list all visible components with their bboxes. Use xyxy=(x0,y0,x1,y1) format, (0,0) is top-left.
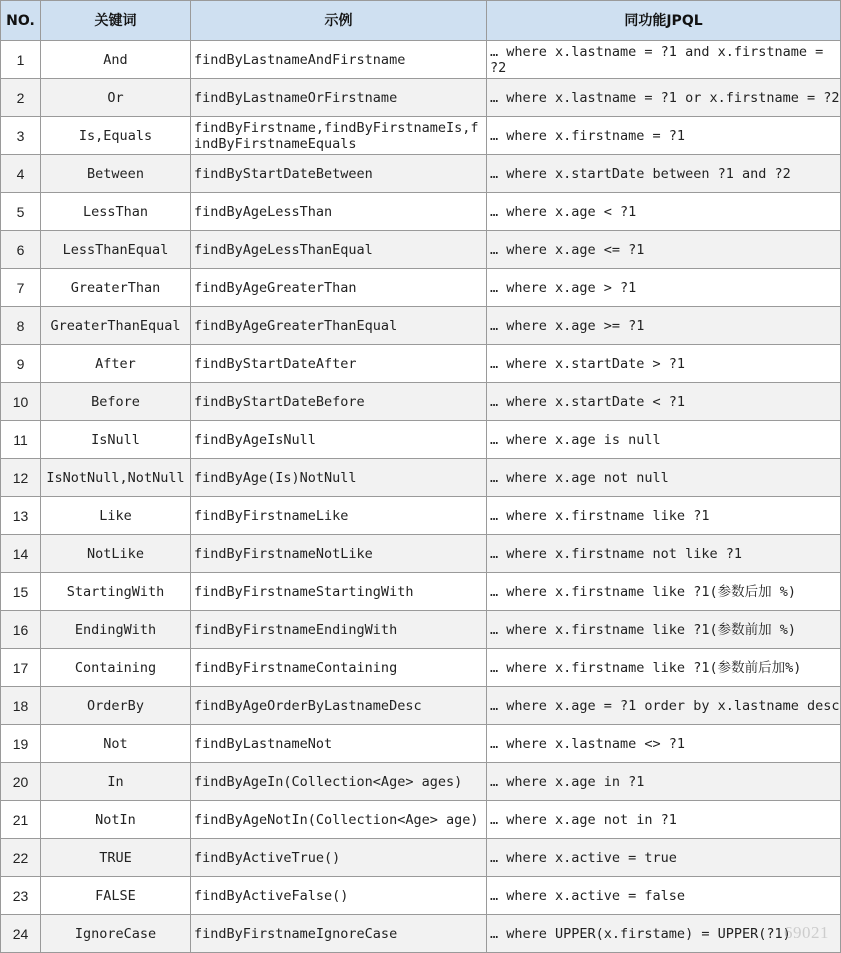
cell-no: 8 xyxy=(1,307,41,345)
cell-example: findByAgeNotIn(Collection<Age> age) xyxy=(191,801,487,839)
cell-jpql: … where x.firstname = ?1 xyxy=(487,117,841,155)
header-row xyxy=(1,1,841,41)
cell-jpql: … where x.age not null xyxy=(487,459,841,497)
cell-no: 22 xyxy=(1,839,41,877)
table-row xyxy=(1,611,841,649)
cell-jpql: … where x.age >= ?1 xyxy=(487,307,841,345)
cell-example: findByFirstnameNotLike xyxy=(191,535,487,573)
cell-keyword: Or xyxy=(41,79,191,117)
cell-keyword: Before xyxy=(41,383,191,421)
cell-example: findByStartDateAfter xyxy=(191,345,487,383)
cell-no: 23 xyxy=(1,877,41,915)
cell-example: findByAgeGreaterThanEqual xyxy=(191,307,487,345)
cell-example: findByAgeLessThan xyxy=(191,193,487,231)
cell-no: 14 xyxy=(1,535,41,573)
header-jpql: 同功能JPQL xyxy=(487,1,841,41)
cell-jpql: … where x.startDate between ?1 and ?2 xyxy=(487,155,841,193)
table-row xyxy=(1,687,841,725)
cell-example: findByFirstname,findByFirstnameIs,findByFirstnameEquals xyxy=(191,117,487,155)
table-row xyxy=(1,155,841,193)
cell-keyword: StartingWith xyxy=(41,573,191,611)
cell-jpql: … where x.lastname = ?1 or x.firstname = ?2 xyxy=(487,79,841,117)
cell-keyword: Like xyxy=(41,497,191,535)
cell-example: findByFirstnameEndingWith xyxy=(191,611,487,649)
cell-jpql: … where x.active = true xyxy=(487,839,841,877)
cell-jpql: … where x.firstname like ?1(参数前后加%) xyxy=(487,649,841,687)
cell-no: 7 xyxy=(1,269,41,307)
table-row xyxy=(1,421,841,459)
cell-no: 15 xyxy=(1,573,41,611)
cell-keyword: NotIn xyxy=(41,801,191,839)
cell-jpql: … where x.lastname <> ?1 xyxy=(487,725,841,763)
cell-example: findByAgeOrderByLastnameDesc xyxy=(191,687,487,725)
table-row xyxy=(1,649,841,687)
cell-example: findByActiveTrue() xyxy=(191,839,487,877)
table-row xyxy=(1,763,841,801)
cell-keyword: FALSE xyxy=(41,877,191,915)
header-no: NO. xyxy=(1,1,41,41)
cell-keyword: IsNotNull,NotNull xyxy=(41,459,191,497)
cell-no: 17 xyxy=(1,649,41,687)
cell-no: 24 xyxy=(1,915,41,953)
cell-no: 21 xyxy=(1,801,41,839)
cell-example: findByFirstnameContaining xyxy=(191,649,487,687)
cell-no: 2 xyxy=(1,79,41,117)
cell-example: findByActiveFalse() xyxy=(191,877,487,915)
table-row xyxy=(1,117,841,155)
table-row xyxy=(1,535,841,573)
cell-jpql: … where x.lastname = ?1 and x.firstname = ?2 xyxy=(487,41,841,79)
cell-example: findByAgeIsNull xyxy=(191,421,487,459)
cell-example: findByAge(Is)NotNull xyxy=(191,459,487,497)
cell-example: findByAgeGreaterThan xyxy=(191,269,487,307)
table-row xyxy=(1,79,841,117)
cell-keyword: LessThanEqual xyxy=(41,231,191,269)
cell-keyword: LessThan xyxy=(41,193,191,231)
cell-example: findByLastnameAndFirstname xyxy=(191,41,487,79)
cell-keyword: TRUE xyxy=(41,839,191,877)
cell-no: 18 xyxy=(1,687,41,725)
cell-keyword: Between xyxy=(41,155,191,193)
header-keyword: 关键词 xyxy=(41,1,191,41)
cell-keyword: IsNull xyxy=(41,421,191,459)
cell-example: findByAgeLessThanEqual xyxy=(191,231,487,269)
cell-keyword: Is,Equals xyxy=(41,117,191,155)
cell-keyword: And xyxy=(41,41,191,79)
header-example: 示例 xyxy=(191,1,487,41)
cell-keyword: Not xyxy=(41,725,191,763)
cell-jpql: … where x.age not in ?1 xyxy=(487,801,841,839)
cell-jpql: … where x.firstname like ?1(参数后加 %) xyxy=(487,573,841,611)
cell-no: 20 xyxy=(1,763,41,801)
cell-keyword: OrderBy xyxy=(41,687,191,725)
cell-jpql: … where x.startDate < ?1 xyxy=(487,383,841,421)
table-row xyxy=(1,345,841,383)
cell-jpql: … where x.firstname like ?1(参数前加 %) xyxy=(487,611,841,649)
cell-example: findByAgeIn(Collection<Age> ages) xyxy=(191,763,487,801)
cell-no: 4 xyxy=(1,155,41,193)
cell-keyword: NotLike xyxy=(41,535,191,573)
table-row xyxy=(1,231,841,269)
cell-keyword: IgnoreCase xyxy=(41,915,191,953)
table-row xyxy=(1,725,841,763)
table-row xyxy=(1,307,841,345)
cell-no: 12 xyxy=(1,459,41,497)
cell-jpql: … where x.active = false xyxy=(487,877,841,915)
cell-no: 13 xyxy=(1,497,41,535)
cell-no: 10 xyxy=(1,383,41,421)
cell-no: 3 xyxy=(1,117,41,155)
cell-no: 16 xyxy=(1,611,41,649)
cell-example: findByFirstnameIgnoreCase xyxy=(191,915,487,953)
cell-no: 5 xyxy=(1,193,41,231)
cell-example: findByLastnameOrFirstname xyxy=(191,79,487,117)
cell-example: findByStartDateBefore xyxy=(191,383,487,421)
table-row xyxy=(1,573,841,611)
cell-keyword: GreaterThan xyxy=(41,269,191,307)
cell-jpql: … where UPPER(x.firstame) = UPPER(?1) xyxy=(487,915,841,953)
table-row xyxy=(1,269,841,307)
cell-jpql: … where x.firstname not like ?1 xyxy=(487,535,841,573)
cell-no: 1 xyxy=(1,41,41,79)
table-row xyxy=(1,877,841,915)
cell-jpql: … where x.firstname like ?1 xyxy=(487,497,841,535)
table-row xyxy=(1,801,841,839)
cell-no: 6 xyxy=(1,231,41,269)
cell-example: findByStartDateBetween xyxy=(191,155,487,193)
table-row xyxy=(1,459,841,497)
cell-keyword: GreaterThanEqual xyxy=(41,307,191,345)
watermark-text: 69021 xyxy=(784,923,829,942)
table-row xyxy=(1,915,841,953)
cell-no: 11 xyxy=(1,421,41,459)
table-row xyxy=(1,193,841,231)
cell-example: findByLastnameNot xyxy=(191,725,487,763)
cell-jpql: … where x.age <= ?1 xyxy=(487,231,841,269)
table-row xyxy=(1,839,841,877)
cell-jpql: … where x.age = ?1 order by x.lastname desc xyxy=(487,687,841,725)
table-row xyxy=(1,383,841,421)
cell-jpql: … where x.age > ?1 xyxy=(487,269,841,307)
cell-keyword: EndingWith xyxy=(41,611,191,649)
cell-jpql: … where x.age is null xyxy=(487,421,841,459)
cell-keyword: After xyxy=(41,345,191,383)
table-body xyxy=(1,41,841,953)
cell-keyword: In xyxy=(41,763,191,801)
cell-no: 19 xyxy=(1,725,41,763)
table-row xyxy=(1,497,841,535)
cell-jpql: … where x.startDate > ?1 xyxy=(487,345,841,383)
cell-keyword: Containing xyxy=(41,649,191,687)
cell-example: findByFirstnameStartingWith xyxy=(191,573,487,611)
cell-jpql: … where x.age in ?1 xyxy=(487,763,841,801)
cell-example: findByFirstnameLike xyxy=(191,497,487,535)
table-row xyxy=(1,41,841,79)
cell-jpql: … where x.age < ?1 xyxy=(487,193,841,231)
cell-no: 9 xyxy=(1,345,41,383)
